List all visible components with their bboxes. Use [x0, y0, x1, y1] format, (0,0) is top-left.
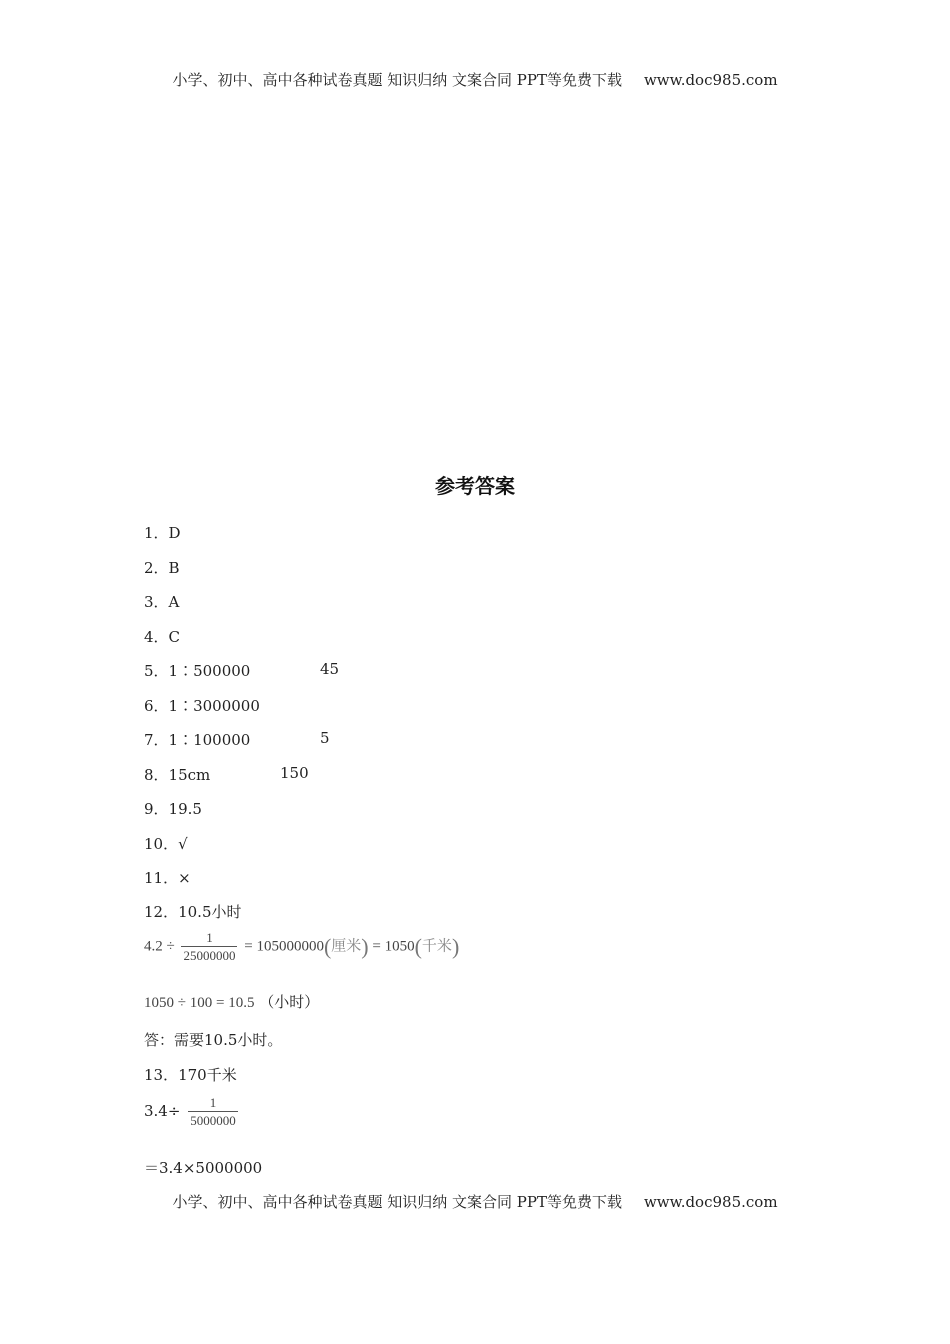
answer-10: 10．√: [144, 835, 188, 853]
answer-13-calculation-1: [144, 1095, 241, 1129]
answer-12-calculation-2: [144, 991, 319, 1012]
footer-text: 小学、初中、高中各种试卷真题 知识归纳 文案合同 PPT等免费下载: [172, 1193, 622, 1211]
paren-close: ): [361, 934, 369, 959]
calc1-unit-km: 千米: [421, 938, 452, 955]
calc1-unit-cm: 厘米: [331, 938, 362, 955]
answer-6: 6．1∶3000000: [144, 697, 260, 715]
footer-site-link[interactable]: www.doc985.com: [643, 1193, 778, 1211]
answer-13: 13．170千米: [144, 1066, 237, 1084]
header-site-link[interactable]: www.doc985.com: [643, 71, 778, 89]
calc1-result-cm: = 105000000: [244, 938, 324, 955]
answer-2: 2．B: [144, 559, 180, 577]
calc1-fraction: [181, 930, 237, 964]
calc1-lhs: 4.2 ÷: [144, 938, 175, 955]
paren-open: (: [323, 934, 332, 959]
answer-8-part-1: 8．15cm: [144, 766, 211, 784]
calc3-lhs: 3.4÷: [144, 1102, 181, 1120]
answer-11: 11．×: [144, 869, 191, 887]
page-header: [0, 69, 950, 90]
answer-8: [144, 764, 309, 785]
answer-12-calculation-1: [144, 930, 459, 964]
calc2-expression: 1050 ÷ 100 = 10.5: [144, 995, 255, 1011]
answer-8-part-2: 150: [280, 764, 309, 782]
answer-key-title: 参考答案: [435, 474, 515, 498]
answer-5-part-2: 45: [320, 660, 340, 678]
answer-5-part-1: 5．1∶500000: [144, 662, 251, 680]
calc2-unit: （小时）: [259, 993, 320, 1011]
calc1-result-km: = 1050: [372, 938, 415, 955]
answer-3: 3．A: [144, 593, 180, 611]
calc1-fraction-numerator: 1: [206, 930, 213, 945]
answer-1: 1．D: [144, 524, 181, 542]
answer-5: [144, 660, 340, 681]
answer-12-conclusion: 答：需要10.5小时。: [144, 1031, 283, 1049]
paren-close: ): [451, 934, 460, 959]
calc3-fraction-denominator: 5000000: [190, 1113, 236, 1128]
answer-4: 4．C: [144, 628, 181, 646]
header-text: 小学、初中、高中各种试卷真题 知识归纳 文案合同 PPT等免费下载: [172, 71, 622, 89]
page-footer: [0, 1191, 950, 1212]
calc1-fraction-denominator: 25000000: [183, 948, 236, 963]
answer-12: 12．10.5小时: [144, 903, 242, 921]
answer-13-calculation-2: ＝3.4×5000000: [144, 1159, 263, 1177]
paren-open: (: [414, 934, 422, 959]
calc3-fraction: [188, 1095, 238, 1129]
calc3-fraction-numerator: 1: [209, 1095, 217, 1110]
answer-7-part-1: 7．1∶100000: [144, 731, 251, 749]
answer-7-part-2: 5: [320, 729, 330, 747]
answer-7: [144, 729, 330, 750]
answer-9: 9．19.5: [144, 800, 202, 818]
